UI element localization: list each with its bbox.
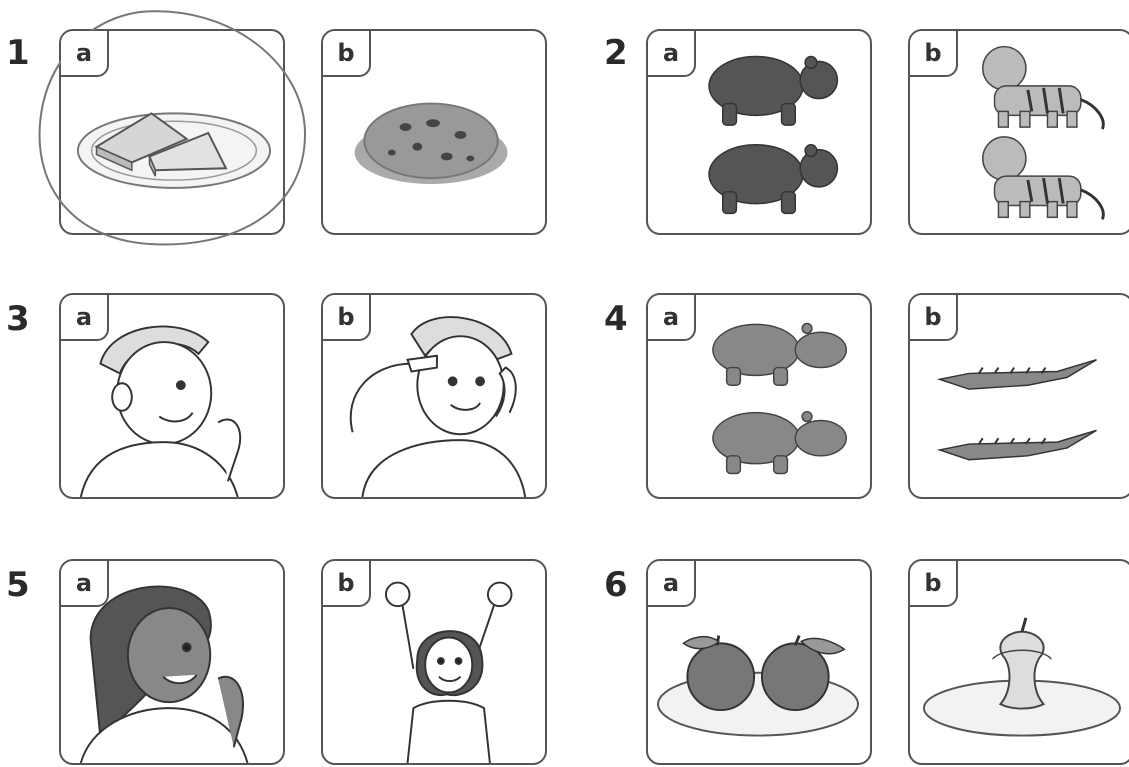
question-number-2: 2 <box>604 33 628 73</box>
option-label: a <box>59 559 109 607</box>
option-card-4b[interactable] <box>908 293 1129 499</box>
option-card-5a[interactable] <box>59 559 285 765</box>
option-label: b <box>908 29 958 77</box>
option-card-2a[interactable] <box>646 29 872 235</box>
option-card-5b[interactable] <box>321 559 547 765</box>
option-label: b <box>321 293 371 341</box>
option-card-6a[interactable] <box>646 559 872 765</box>
option-card-6b[interactable] <box>908 559 1129 765</box>
option-label: a <box>59 29 109 77</box>
option-label: a <box>646 29 696 77</box>
option-card-1b[interactable] <box>321 29 547 235</box>
option-card-2b[interactable] <box>908 29 1129 235</box>
option-card-3b[interactable] <box>321 293 547 499</box>
question-number-1: 1 <box>6 33 30 73</box>
question-number-4: 4 <box>604 299 628 339</box>
question-number-3: 3 <box>6 299 30 339</box>
question-number-5: 5 <box>6 565 30 605</box>
option-label: a <box>646 559 696 607</box>
option-label: b <box>908 293 958 341</box>
option-label: b <box>908 559 958 607</box>
option-card-3a[interactable] <box>59 293 285 499</box>
option-card-1a[interactable] <box>59 29 285 235</box>
option-label: a <box>646 293 696 341</box>
option-label: a <box>59 293 109 341</box>
option-label: b <box>321 29 371 77</box>
question-number-6: 6 <box>604 565 628 605</box>
option-label: b <box>321 559 371 607</box>
option-card-4a[interactable] <box>646 293 872 499</box>
